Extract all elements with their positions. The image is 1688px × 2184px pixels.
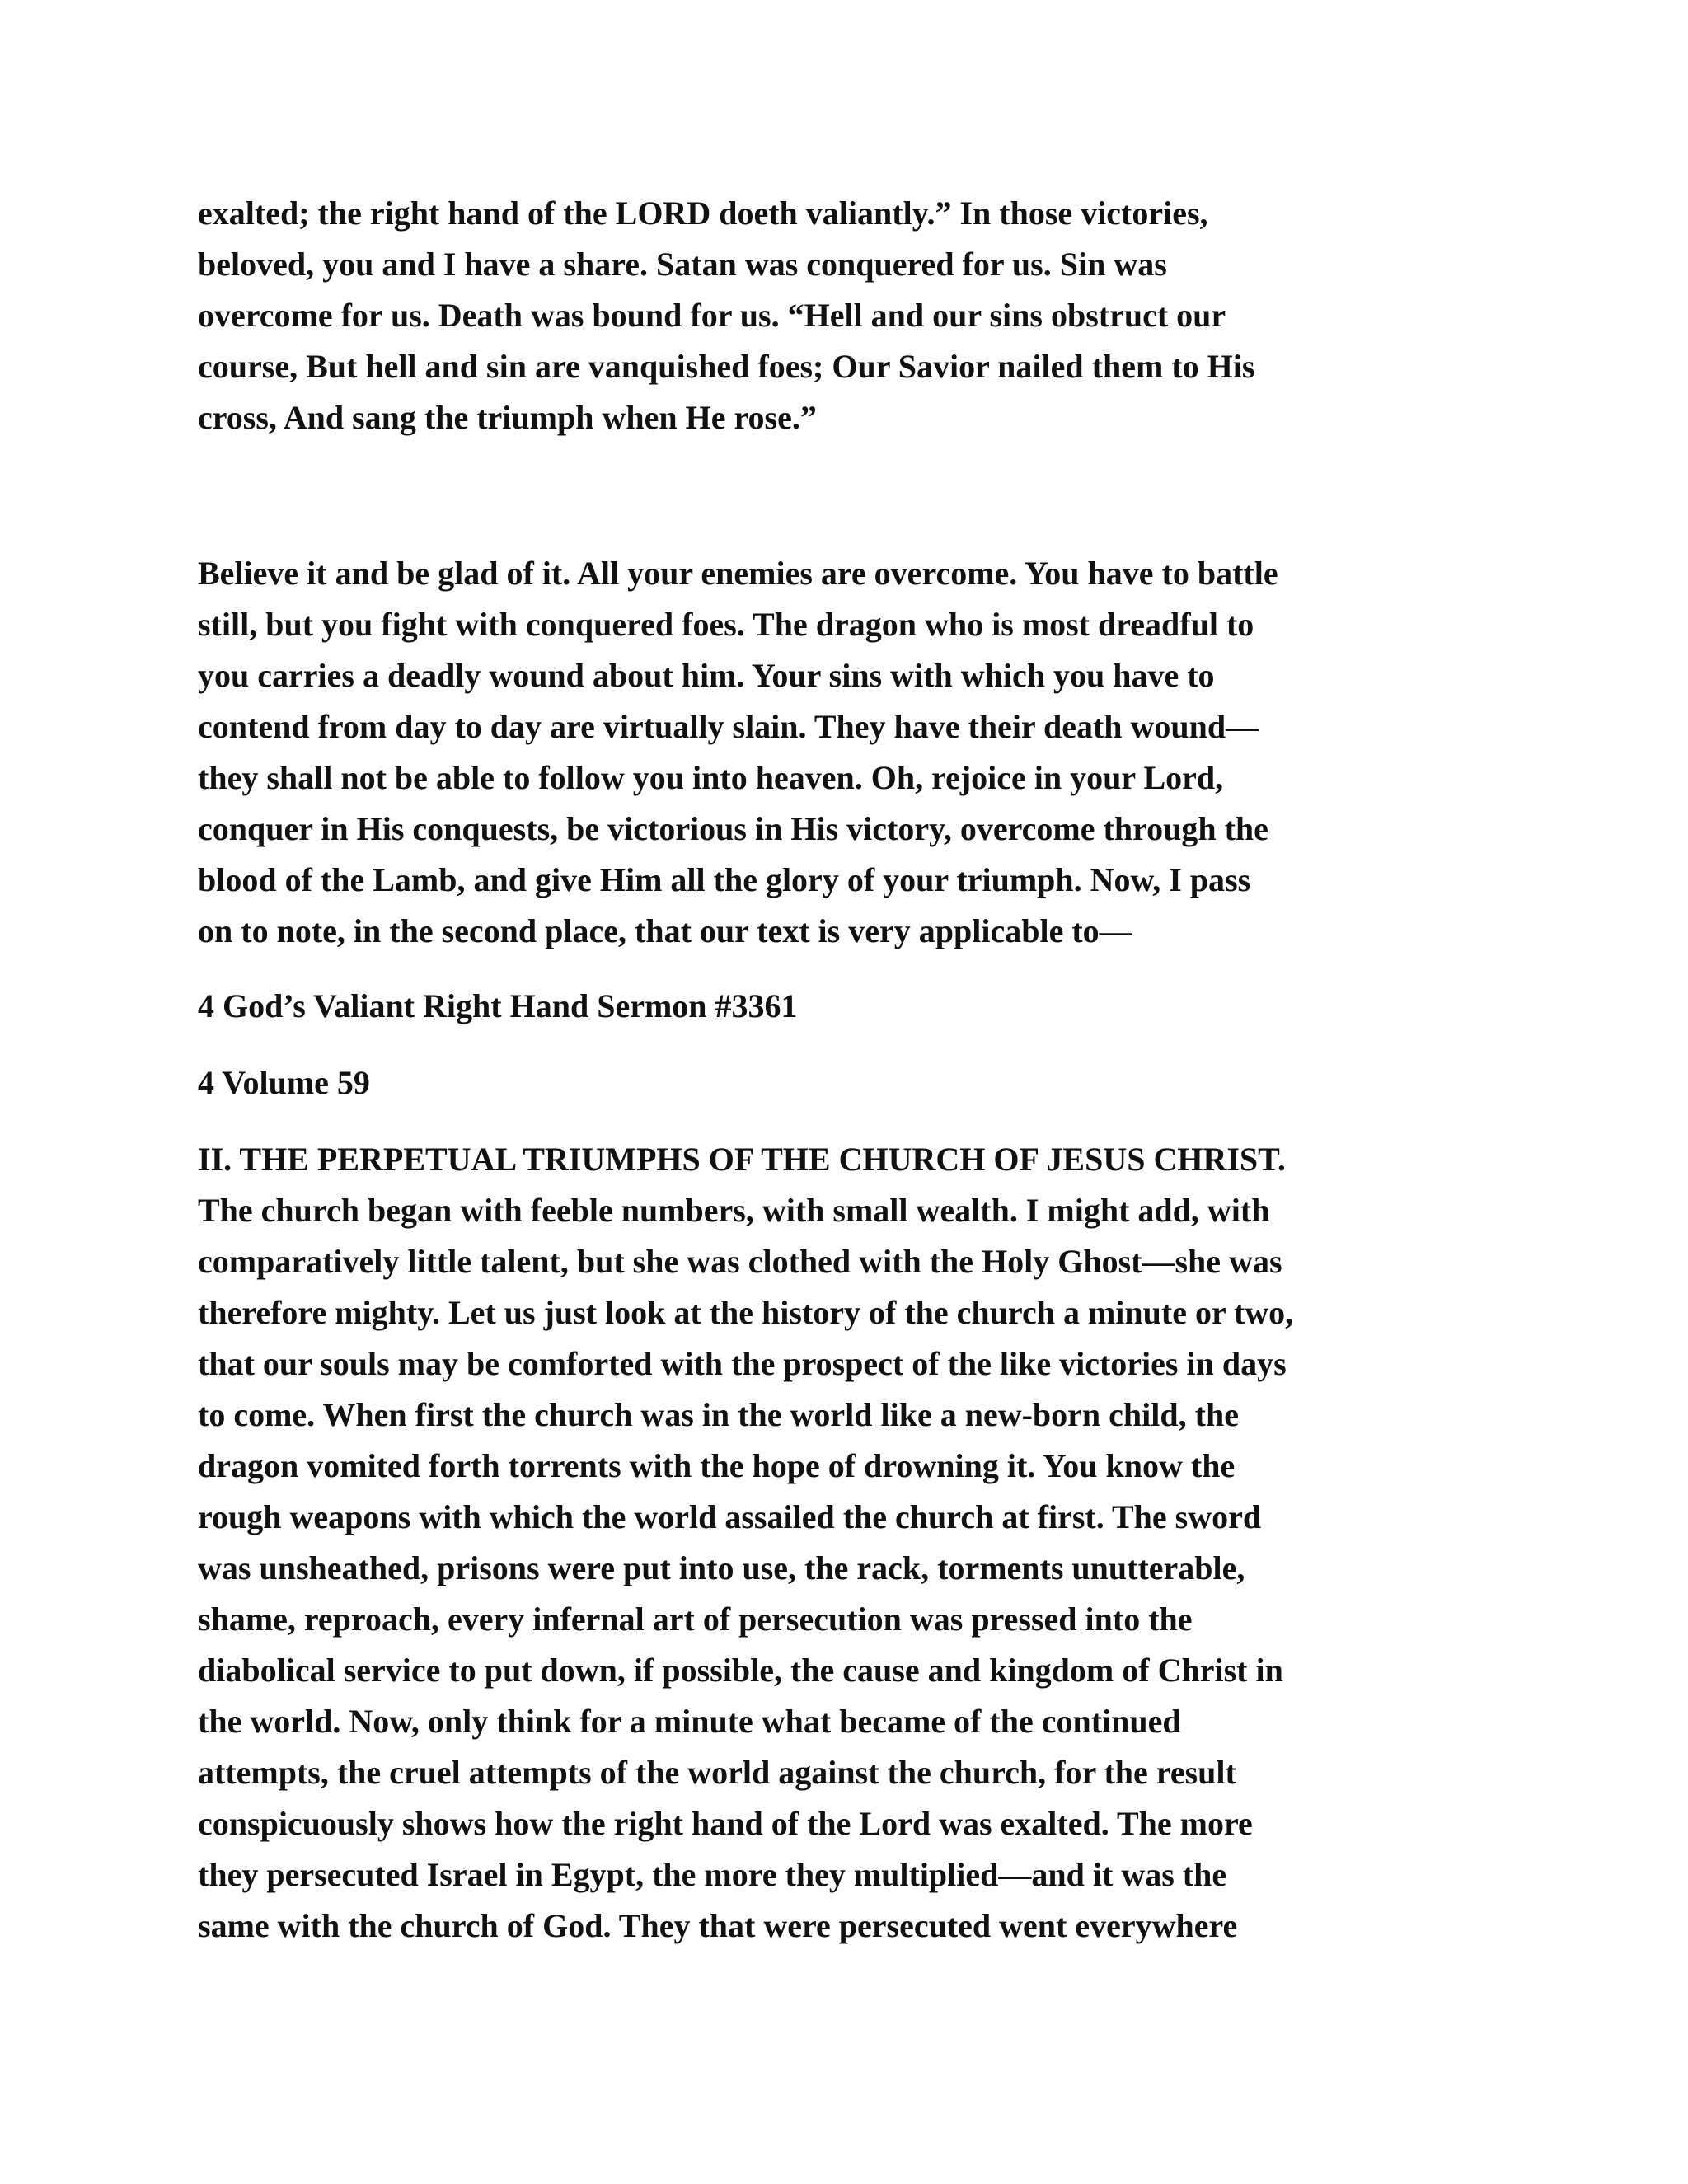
paragraph-victories: exalted; the right hand of the LORD doeth valiantly.” In those victories, beloved, you and I have a share. Satan was conquered for us. Sin was overcome for us. Death was bound for us. “Hell and our sins obstruct our course, But hell and sin are vanquished foes; Our Savior nailed them to His cross, And sang the triumph when He rose.” [198, 194, 1255, 436]
section-perpetual-triumphs: II. THE PERPETUAL TRIUMPHS OF THE CHURCH OF JESUS CHRIST. The church began with feeble numbers, with small wealth. I might add, with comparatively little talent, but she was clothed with the Holy Ghost—she was therefore mighty. Let us just look at the history of the church a minute or two, that our souls may be comforted with the prospect of the like victories in days to come. When first the church was in the world like a new-born child, the dragon vomited forth torrents with the hope of drowning it. You know the rough weapons with which the world assailed the church at first. The sword was unsheathed, prisons were put into use, the rack, torments unutterable, shame, reproach, every infernal art of persecution was pressed into the diabolical service to put down, if possible, the cause and kingdom of Christ in the world. Now, only think for a minute what became of the continued attempts, the cruel attempts of the world against the church, for the result conspicuously shows how the right hand of the Lord was exalted. The more they persecuted Israel in Egypt, the more they multiplied—and it was the same with the church of God. They that were persecuted went everywhere [198, 1141, 1294, 1944]
running-header-title: 4 God’s Valiant Right Hand Sermon #3361 [198, 987, 798, 1024]
paragraph-believe: Believe it and be glad of it. All your enemies are overcome. You have to battle still, but you fight with conquered foes. The dragon who is most dreadful to you carries a deadly wound about him. Your sins with which you have to contend from day to day are virtually slain. They have their death wound— they shall not be able to follow you into heaven. Oh, rejoice in your Lord, conquer in His conquests, be victorious in His victory, overcome through the blood of the Lamb, and give Him all the glory of your triumph. Now, I pass on to note, in the second place, that our text is very applicable to— [198, 555, 1278, 949]
running-header-volume: 4 Volume 59 [198, 1064, 370, 1101]
